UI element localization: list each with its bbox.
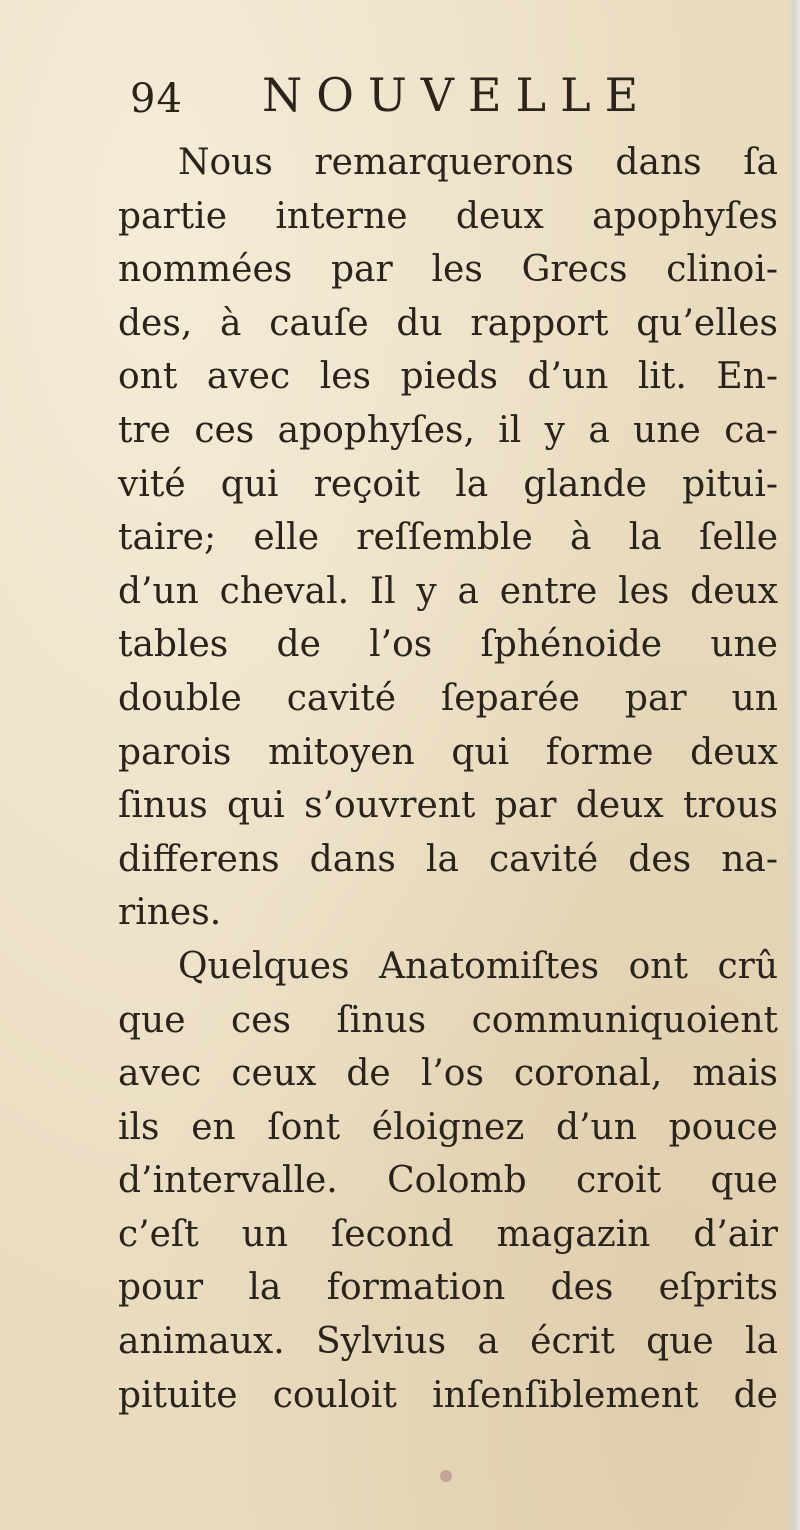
paragraph-1 [118,136,778,940]
text-line: nommées par les Grecs clinoi- [118,249,778,291]
paragraph-2 [118,940,778,1422]
text-line: differens dans la cavité des na- [118,838,778,880]
text-line: des, à cauſe du rapport qu’elles [118,302,778,344]
text-line: ſinus qui s’ouvrent par deux trous [118,785,778,827]
text-line: taire; elle reſſemble à la ſelle [118,517,778,559]
text-line: d’un cheval. Il y a entre les deux [118,570,778,612]
running-head [130,66,770,126]
text-line: animaux. Sylvius a écrit que la [118,1321,778,1363]
page-edge [786,0,800,1530]
text-line: tables de l’os ſphénoide une [118,624,778,666]
text-line: avec ceux de l’os coronal, mais [118,1053,778,1095]
text-line: c’eſt un ſecond magazin d’air [118,1213,778,1255]
text-line: parois mitoyen qui forme deux [118,731,778,773]
text-line: rines. [118,892,222,934]
text-line: Quelques Anatomiſtes ont crû [178,945,778,987]
text-line: ils en ſont éloignez d’un pouce [118,1106,778,1148]
text-line: que ces ſinus communiquoient [118,999,778,1041]
text-line: d’intervalle. Colomb croit que [118,1160,778,1202]
running-title: NOUVELLE [262,68,653,122]
text-line: tre ces apophyſes, il y a une ca- [118,409,778,451]
text-line: double cavité ſeparée par un [118,677,778,719]
text-line: partie interne deux apophyſes [118,195,778,237]
text-line: ont avec les pieds d’un lit. En- [118,356,778,398]
text-line: vité qui reçoit la glande pitui- [118,463,778,505]
text-line: pour la formation des eſprits [118,1267,778,1309]
ink-spot [440,1470,452,1482]
page-number: 94 [130,76,183,122]
body-text [118,136,778,1422]
text-line: Nous remarquerons dans ſa [178,142,778,183]
text-line: pituite couloit inſenſiblement de [118,1374,778,1416]
